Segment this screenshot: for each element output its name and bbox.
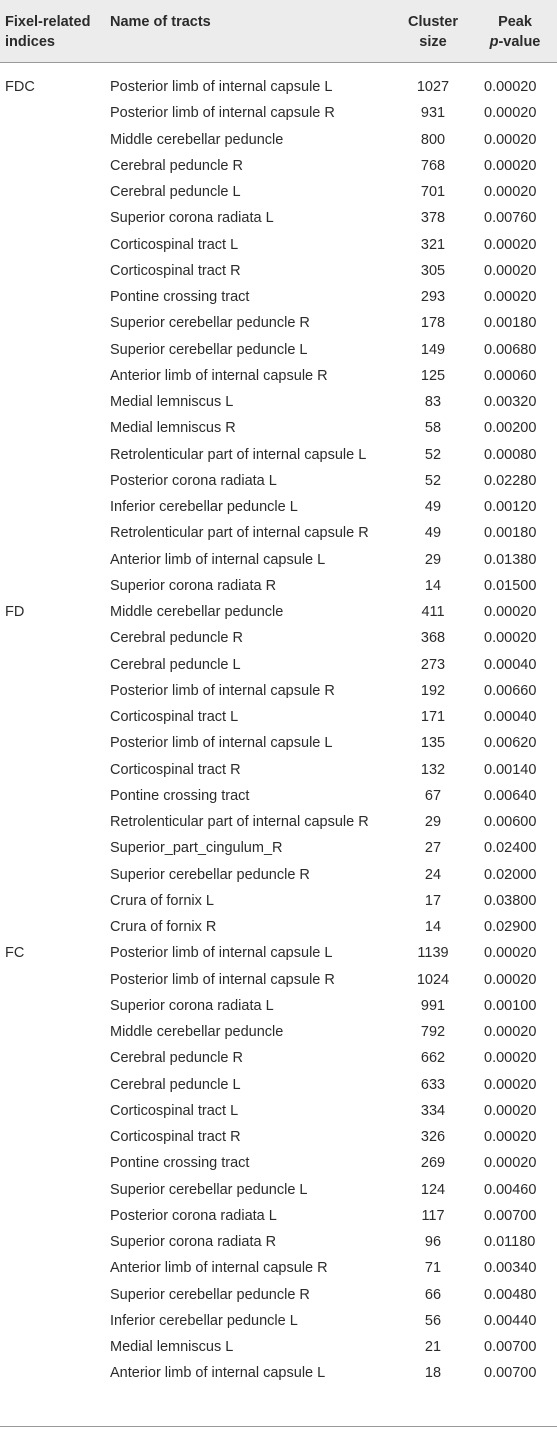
cell-peak-p-value: 0.02280 (484, 472, 537, 489)
cell-peak-p-value: 0.00480 (484, 1286, 537, 1303)
cell-peak-p-value: 0.01500 (484, 577, 537, 594)
cell-cluster-size: 71 (424, 1260, 442, 1277)
cell-peak-p-value: 0.00440 (484, 1312, 537, 1329)
cell-tract-name: Cerebral peduncle L (110, 1076, 241, 1093)
cell-peak-p-value: 0.00080 (484, 446, 537, 463)
table-row (0, 914, 557, 940)
table-row (0, 704, 557, 730)
table-row (0, 1177, 557, 1203)
cell-cluster-size: 18 (424, 1365, 442, 1382)
cell-tract-name: Retrolenticular part of internal capsule R (110, 814, 369, 830)
cell-tract-name: Corticospinal tract L (110, 709, 239, 725)
cell-cluster-size: 14 (424, 919, 442, 935)
cell-tract-name: Superior cerebellar peduncle R (110, 315, 310, 332)
cell-peak-p-value: 0.00020 (484, 105, 537, 122)
cell-cluster-size: 27 (424, 840, 442, 857)
cell-cluster-size: 124 (420, 1181, 446, 1198)
table-row (0, 310, 557, 336)
cell-peak-p-value: 0.00320 (484, 394, 537, 410)
table-row (0, 179, 557, 205)
cell-cluster-size: 24 (424, 866, 442, 883)
header-p-italic: p (489, 34, 499, 50)
cell-cluster-size: 768 (420, 157, 446, 174)
cell-cluster-size: 67 (424, 787, 442, 804)
cell-tract-name: Superior corona radiata L (110, 210, 274, 227)
cell-cluster-size: 52 (424, 446, 442, 463)
cell-cluster-size: 293 (420, 289, 446, 305)
table-row (0, 652, 557, 678)
cell-tract-name: Posterior limb of internal capsule R (110, 682, 335, 699)
cell-cluster-size: 701 (420, 184, 446, 200)
cell-cluster-size: 83 (424, 394, 442, 410)
cell-peak-p-value: 0.00120 (484, 499, 537, 515)
cell-peak-p-value: 0.00760 (484, 210, 537, 227)
cell-tract-name: Retrolenticular part of internal capsule R (110, 525, 369, 542)
cell-peak-p-value: 0.00020 (484, 79, 537, 95)
table-row (0, 888, 557, 914)
table-row (0, 547, 557, 573)
table-row (0, 967, 557, 993)
table-header (0, 0, 557, 63)
cell-cluster-size: 135 (420, 735, 446, 752)
cell-cluster-size: 334 (420, 1102, 446, 1119)
table-row (0, 993, 557, 1019)
cell-cluster-size: 52 (424, 472, 442, 489)
header-peak-label: Peak (498, 14, 532, 30)
cell-cluster-size: 125 (420, 367, 446, 384)
cell-peak-p-value: 0.00020 (484, 1024, 537, 1040)
cell-peak-p-value: 0.00700 (484, 1339, 537, 1355)
cell-peak-p-value: 0.00640 (484, 787, 537, 804)
cell-tract-name: Corticospinal tract R (110, 1129, 241, 1145)
table-row (0, 520, 557, 546)
table-row (0, 1203, 557, 1229)
cell-peak-p-value: 0.00020 (484, 630, 537, 647)
table-row (0, 1124, 557, 1150)
cell-cluster-size: 49 (424, 499, 442, 515)
cell-peak-p-value: 0.01180 (484, 1234, 536, 1250)
cell-tract-name: Middle cerebellar peduncle (110, 131, 284, 148)
table-row (0, 835, 557, 861)
cell-peak-p-value: 0.00020 (484, 184, 537, 200)
table-row (0, 1360, 557, 1386)
table-row (0, 74, 557, 100)
cell-cluster-size: 273 (420, 656, 446, 673)
cell-peak-p-value: 0.00600 (484, 814, 537, 830)
cell-cluster-size: 411 (421, 604, 445, 620)
header-value-label: -value (498, 34, 541, 50)
cell-cluster-size: 1027 (416, 79, 450, 95)
cell-tract-name: Medial lemniscus L (110, 1339, 234, 1355)
cell-tract-name: Superior cerebellar peduncle R (110, 1286, 310, 1303)
cell-cluster-size: 192 (420, 682, 446, 699)
cell-cluster-size: 633 (420, 1076, 446, 1093)
cell-tract-name: Superior cerebellar peduncle R (110, 866, 310, 883)
cell-peak-p-value: 0.00020 (484, 236, 537, 253)
table-row (0, 442, 557, 468)
table-row (0, 625, 557, 651)
cell-cluster-size: 305 (420, 262, 446, 279)
cell-cluster-size: 662 (420, 1050, 446, 1067)
cell-peak-p-value: 0.00020 (484, 1129, 537, 1145)
bottom-rule (0, 1426, 557, 1427)
cell-tract-name: Posterior limb of internal capsule R (110, 971, 335, 988)
cell-cluster-size: 326 (420, 1129, 446, 1145)
cell-peak-p-value: 0.00060 (484, 367, 537, 384)
cell-tract-name: Crura of fornix R (110, 919, 217, 935)
cell-peak-p-value: 0.00040 (484, 709, 537, 725)
cell-cluster-size: 117 (421, 1207, 445, 1224)
cell-tract-name: Pontine crossing tract (110, 289, 250, 305)
table-row (0, 494, 557, 520)
cell-tract-name: Crura of fornix L (110, 892, 214, 909)
cell-tract-name: Posterior limb of internal capsule L (110, 79, 333, 95)
table-row (0, 862, 557, 888)
cell-cluster-size: 792 (420, 1024, 446, 1040)
table-row (0, 1308, 557, 1334)
table-row (0, 1098, 557, 1124)
cell-peak-p-value: 0.00620 (484, 735, 537, 752)
table-row (0, 153, 557, 179)
cell-tract-name: Middle cerebellar peduncle (110, 604, 284, 620)
cell-cluster-size: 1024 (416, 971, 450, 988)
cell-cluster-size: 269 (420, 1155, 446, 1172)
cell-cluster-size: 991 (420, 997, 446, 1014)
cell-cluster-size: 29 (424, 551, 442, 568)
cell-tract-name: Medial lemniscus L (110, 394, 234, 410)
table-row (0, 1072, 557, 1098)
table-row (0, 284, 557, 310)
table-row (0, 940, 557, 966)
cell-peak-p-value: 0.00020 (484, 971, 537, 988)
cell-peak-p-value: 0.00040 (484, 656, 537, 673)
table-row (0, 1229, 557, 1255)
cell-cluster-size: 96 (424, 1234, 442, 1250)
cell-fixel-index: FD (5, 604, 25, 620)
cell-peak-p-value: 0.02000 (484, 866, 537, 883)
cell-peak-p-value: 0.01380 (484, 551, 537, 568)
cell-tract-name: Posterior limb of internal capsule L (110, 735, 333, 752)
cell-fixel-index: FC (5, 945, 25, 962)
cell-cluster-size: 321 (420, 236, 446, 253)
cell-peak-p-value: 0.03800 (484, 892, 537, 909)
cell-cluster-size: 149 (420, 341, 446, 358)
table-row (0, 232, 557, 258)
cell-cluster-size: 378 (420, 210, 446, 227)
cell-peak-p-value: 0.00680 (484, 341, 537, 358)
cell-peak-p-value: 0.00020 (484, 1102, 537, 1119)
table-row (0, 363, 557, 389)
table-row (0, 1255, 557, 1281)
table-row (0, 1282, 557, 1308)
cell-peak-p-value: 0.02400 (484, 840, 537, 857)
table-row (0, 415, 557, 441)
cell-tract-name: Cerebral peduncle L (110, 184, 241, 200)
cell-peak-p-value: 0.02900 (484, 919, 537, 935)
cell-tract-name: Superior_part_cingulum_R (110, 840, 283, 857)
cell-peak-p-value: 0.00020 (484, 157, 537, 174)
cell-cluster-size: 29 (424, 814, 442, 830)
cell-peak-p-value: 0.00020 (484, 1155, 537, 1172)
table-row (0, 783, 557, 809)
table-row (0, 809, 557, 835)
table-row (0, 337, 557, 363)
cell-tract-name: Corticospinal tract R (110, 761, 241, 778)
cell-cluster-size: 178 (420, 315, 446, 332)
cell-tract-name: Superior corona radiata L (110, 997, 274, 1014)
table-row (0, 1150, 557, 1176)
cell-cluster-size: 368 (420, 630, 446, 647)
cell-tract-name: Anterior limb of internal capsule L (110, 1365, 326, 1382)
cell-cluster-size: 132 (420, 761, 446, 778)
table-row (0, 127, 557, 153)
cell-tract-name: Corticospinal tract R (110, 262, 241, 279)
cell-tract-name: Cerebral peduncle R (110, 157, 243, 174)
cell-tract-name: Retrolenticular part of internal capsule L (110, 446, 367, 463)
cell-tract-name: Cerebral peduncle R (110, 630, 243, 647)
cell-tract-name: Middle cerebellar peduncle (110, 1024, 284, 1040)
cell-peak-p-value: 0.00460 (484, 1181, 537, 1198)
cell-peak-p-value: 0.00020 (484, 289, 537, 305)
cell-peak-p-value: 0.00100 (484, 997, 537, 1014)
cell-cluster-size: 800 (420, 131, 446, 148)
cell-peak-p-value: 0.00020 (484, 131, 537, 148)
cell-cluster-size: 171 (420, 709, 446, 725)
table-row (0, 258, 557, 284)
cell-tract-name: Cerebral peduncle R (110, 1050, 243, 1067)
cell-tract-name: Cerebral peduncle L (110, 656, 241, 673)
cell-tract-name: Pontine crossing tract (110, 787, 250, 804)
cell-tract-name: Inferior cerebellar peduncle L (110, 1312, 298, 1329)
cell-peak-p-value: 0.00020 (484, 262, 537, 279)
cell-tract-name: Anterior limb of internal capsule R (110, 367, 328, 384)
cell-cluster-size: 66 (424, 1286, 442, 1303)
cell-peak-p-value: 0.00020 (484, 1050, 537, 1067)
cell-cluster-size: 1139 (417, 945, 449, 962)
cell-peak-p-value: 0.00340 (484, 1260, 537, 1277)
cell-peak-p-value: 0.00020 (484, 604, 537, 620)
cell-fixel-index: FDC (5, 79, 35, 95)
table-row (0, 100, 557, 126)
cell-tract-name: Posterior corona radiata L (110, 472, 277, 489)
cell-cluster-size: 56 (424, 1312, 442, 1329)
cell-tract-name: Posterior corona radiata L (110, 1207, 277, 1224)
cell-tract-name: Posterior limb of internal capsule R (110, 105, 335, 122)
cell-tract-name: Anterior limb of internal capsule L (110, 551, 326, 568)
cell-peak-p-value: 0.00200 (484, 420, 537, 437)
cell-tract-name: Superior cerebellar peduncle L (110, 341, 308, 358)
cell-cluster-size: 931 (420, 105, 446, 122)
cell-tract-name: Superior corona radiata R (110, 577, 277, 594)
cell-tract-name: Corticospinal tract L (110, 1102, 239, 1119)
cell-peak-p-value: 0.00700 (484, 1207, 537, 1224)
cell-peak-p-value: 0.00180 (484, 315, 537, 332)
header-cluster-size: Cluster size (408, 14, 458, 50)
cell-cluster-size: 14 (424, 577, 442, 594)
table-row (0, 678, 557, 704)
cell-tract-name: Medial lemniscus R (110, 420, 236, 437)
cell-cluster-size: 58 (424, 420, 442, 437)
table-row (0, 1334, 557, 1360)
cell-peak-p-value: 0.00700 (484, 1365, 537, 1382)
table-row (0, 468, 557, 494)
cell-tract-name: Inferior cerebellar peduncle L (110, 499, 298, 515)
cell-tract-name: Anterior limb of internal capsule R (110, 1260, 328, 1277)
cell-peak-p-value: 0.00660 (484, 682, 537, 699)
cell-peak-p-value: 0.00020 (484, 1076, 537, 1093)
cell-tract-name: Corticospinal tract L (110, 236, 239, 253)
table-row (0, 573, 557, 599)
cell-peak-p-value: 0.00140 (484, 761, 537, 778)
cell-peak-p-value: 0.00180 (484, 525, 537, 542)
cell-cluster-size: 49 (424, 525, 442, 542)
header-peak-p-value (478, 12, 552, 52)
cell-cluster-size: 21 (424, 1339, 442, 1355)
table-row (0, 730, 557, 756)
table-row (0, 1019, 557, 1045)
table-body (0, 63, 557, 1387)
header-fixel-related-indices: Fixel-related indices (5, 14, 91, 50)
table-row (0, 1045, 557, 1071)
cell-tract-name: Superior corona radiata R (110, 1234, 277, 1250)
table-row (0, 757, 557, 783)
cell-tract-name: Pontine crossing tract (110, 1155, 250, 1172)
table-row (0, 389, 557, 415)
table-row (0, 205, 557, 231)
header-name-of-tracts: Name of tracts (110, 14, 211, 30)
cell-cluster-size: 17 (424, 892, 442, 909)
table-row (0, 599, 557, 625)
cell-peak-p-value: 0.00020 (484, 945, 537, 962)
cell-tract-name: Superior cerebellar peduncle L (110, 1181, 308, 1198)
cell-tract-name: Posterior limb of internal capsule L (110, 945, 333, 962)
